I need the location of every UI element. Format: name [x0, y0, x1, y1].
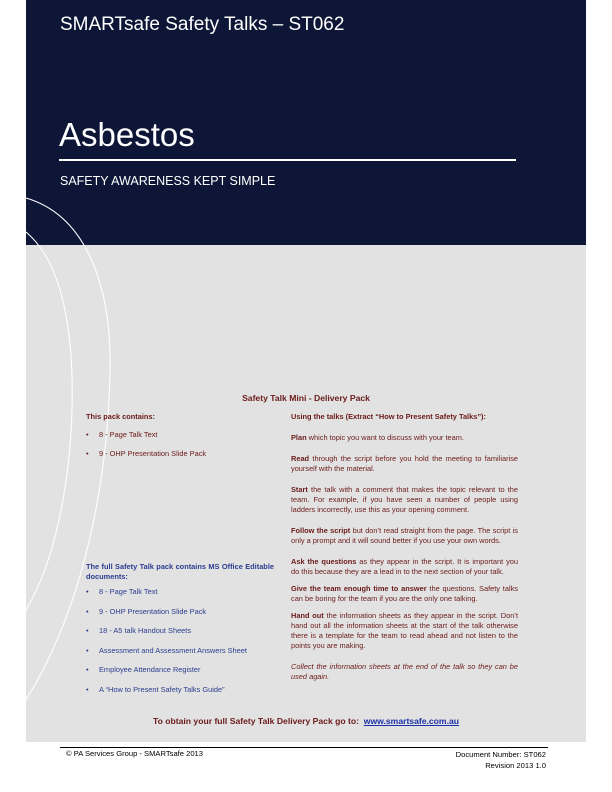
series-title: SMARTsafe Safety Talks – ST062 — [60, 14, 345, 35]
list-item: • Assessment and Assessment Answers Sheet — [86, 646, 276, 656]
step-text: the questions. Safety talks can be boring for the team if you are the only one talking. — [291, 584, 518, 603]
list-item: • 8 - Page Talk Text — [86, 587, 276, 597]
obtain-text: To obtain your full Safety Talk Delivery Pack go to: — [153, 716, 359, 726]
using-heading: Using the talks (Extract “How to Present Safety Talks”): — [291, 412, 486, 421]
smartsafe-link[interactable]: www.smartsafe.com.au — [363, 716, 459, 726]
document-number: Document Number: ST062 — [455, 750, 546, 759]
list-item: • 8 - Page Talk Text — [86, 430, 276, 440]
contains-list — [86, 430, 276, 459]
list-item: • A “How to Present Safety Talks Guide” — [86, 685, 276, 695]
footer-copyright: © PA Services Group - SMARTsafe 2013 — [66, 749, 203, 758]
revision: Revision 2013 1.0 — [485, 761, 546, 770]
step-text: but don’t read straight from the page. The script is only a prompt and it will sound better if you use your own words. — [291, 526, 518, 545]
full-pack-heading: The full Safety Talk pack contains MS Office Editable documents: — [86, 562, 274, 581]
step-text: the information sheets as they appear in the script. Don’t hand out all the information sheets at the start of the talk otherwise there is a template for the team to read ahead and not listen to the points you are making. — [291, 611, 519, 650]
step-lead: Plan — [291, 433, 307, 442]
step-lead: Read — [291, 454, 310, 463]
footer-divider — [60, 747, 548, 748]
closing-note: Collect the information sheets at the end of the talk so they can be used again. — [291, 662, 518, 681]
title-divider — [59, 159, 516, 161]
step-lead: Ask the questions — [291, 557, 357, 566]
step-text: as they appear in the script. It is important you do this because they are a lead in to the next section of your talk. — [291, 557, 518, 576]
step-text: which topic you want to discuss with your team. — [306, 433, 464, 442]
full-pack-list — [86, 587, 276, 705]
step-start — [291, 485, 518, 515]
step-lead: Give the team enough time to answer — [291, 584, 427, 593]
list-item: • 18 - A5 talk Handout Sheets — [86, 626, 276, 636]
page-title: Asbestos — [59, 116, 195, 153]
tagline: SAFETY AWARENESS KEPT SIMPLE — [60, 174, 276, 188]
step-lead: Follow the script — [291, 526, 351, 535]
step-text: the talk with a comment that makes the topic relevant to the team. For example, if you have seen a number of people using ladders incorrectly, use this as your opening comment. — [291, 485, 518, 514]
list-item: • 9 - OHP Presentation Slide Pack — [86, 449, 276, 459]
list-item: • Employee Attendance Register — [86, 665, 276, 675]
pack-contents-column — [86, 412, 276, 468]
contains-heading: This pack contains: — [86, 412, 155, 421]
using-talks-column — [291, 412, 518, 682]
step-lead: Hand out — [291, 611, 324, 620]
obtain-full-pack — [0, 716, 612, 726]
step-read — [291, 454, 518, 474]
step-follow-script — [291, 526, 518, 546]
step-hand-out — [291, 611, 518, 651]
delivery-pack-title: Safety Talk Mini - Delivery Pack — [242, 393, 370, 403]
list-item: • 9 - OHP Presentation Slide Pack — [86, 607, 276, 617]
step-give-time — [291, 584, 518, 604]
step-lead: Start — [291, 485, 308, 494]
step-ask-questions — [291, 557, 518, 577]
footer-document-info — [380, 749, 546, 771]
step-text: through the script before you hold the meeting to familiarise yourself with the material. — [291, 454, 518, 473]
step-plan — [291, 433, 518, 443]
